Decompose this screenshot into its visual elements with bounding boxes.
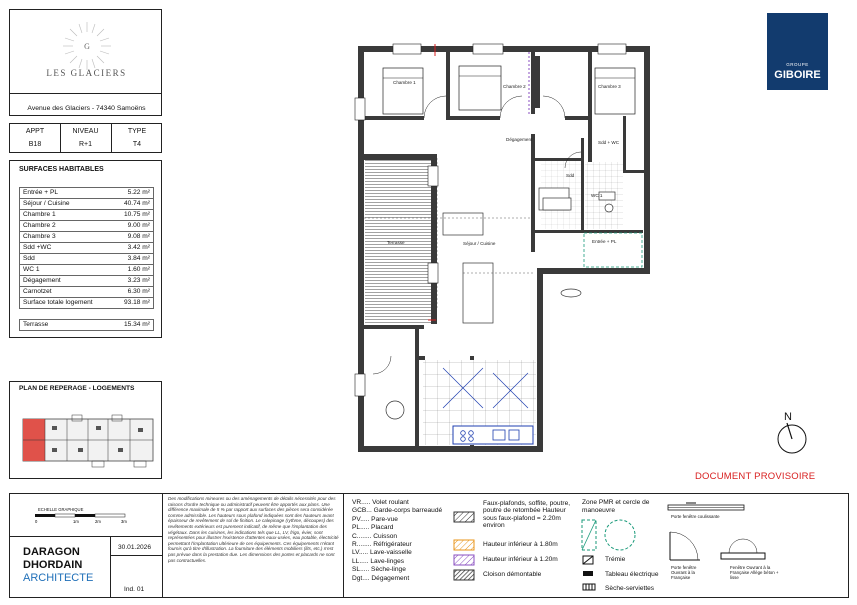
- sliding-door-icon: [666, 501, 746, 515]
- french-door-icon: [668, 528, 702, 562]
- plan-index: Ind. 01: [124, 586, 145, 593]
- abbrev-item: LL..... Lave-linges: [352, 557, 405, 565]
- room-label-degagement: Dégagement: [506, 137, 533, 142]
- window-icon: [719, 535, 767, 563]
- surface-row: Carnotzet 6.30 m²: [20, 287, 153, 298]
- cloison-label: Cloison démontable: [483, 571, 542, 578]
- logo-panel: [9, 9, 162, 116]
- surface-row: Chambre 1 10.75 m²: [20, 210, 153, 221]
- abbrev-legend: [352, 499, 442, 583]
- french-door-label: Porte fenêtre Ouvrant à la Française: [671, 565, 697, 581]
- terrace-row: Terrasse 15.34 m²: [19, 319, 154, 331]
- architect-name2: DHORDAIN: [23, 559, 83, 571]
- abbrev-item: PL..... Placard: [352, 524, 394, 532]
- reperage-map: [22, 414, 154, 470]
- abbrev-item: LV..... Lave-vaisselle: [352, 549, 412, 557]
- unit-value-type: T4: [132, 141, 142, 148]
- h180-swatch: [453, 539, 475, 551]
- tableau-icon: [582, 568, 594, 578]
- surface-row: Sdd 3.84 m²: [20, 254, 153, 265]
- room-label-chambre2: Chambre 2: [503, 84, 526, 89]
- surface-row: Séjour / Cuisine 40.74 m²: [20, 199, 153, 210]
- scale-tick: 0: [35, 519, 38, 524]
- abbrev-item: PV..... Pare-vue: [352, 515, 398, 523]
- room-label-entree: Entrée + PL: [592, 239, 617, 244]
- north-label: N: [784, 411, 792, 423]
- compass-icon: [770, 409, 818, 457]
- reperage-panel: [9, 381, 162, 479]
- architect-name1: DARAGON: [23, 546, 80, 558]
- unit-header-niveau: NIVEAU: [72, 128, 99, 135]
- abbrev-item: GCB... Garde-corps barreaudé: [352, 507, 443, 515]
- logo-letter: G: [84, 42, 90, 51]
- sun-logo-icon: [61, 20, 113, 72]
- abbrev-item: VR..... Volet roulant: [352, 499, 409, 506]
- plan-date: 30.01.2026: [118, 544, 152, 551]
- unit-header-type: TYPE: [127, 128, 147, 135]
- tableau-label: Tableau électrique: [605, 571, 659, 578]
- scale-bar: [33, 512, 133, 526]
- scale-tick: 1m: [73, 519, 79, 524]
- architect-name3: ARCHITECTE: [23, 572, 94, 584]
- pmr-symbols: [580, 518, 640, 554]
- h180-label: Hauteur inférieur à 1.80m: [483, 541, 558, 548]
- tremie-icon: [582, 555, 594, 565]
- window-label: Fenêtre Ouvrant à la Française Allège béton + lisse: [730, 565, 779, 581]
- surfaces-panel: [9, 160, 162, 338]
- pmr-title: Zone PMR et cercle de manoeuvre: [582, 499, 650, 514]
- room-label-sejour: Séjour / Cuisine: [463, 241, 496, 246]
- unit-header-appt: APPT: [25, 128, 45, 135]
- ceiling-title: Faux-plafonds, soffite, poutre, poutre de retombée Hauteur sous faux-plafond = 2.20m environ: [483, 500, 571, 530]
- surface-row: Dégagement 3.23 m²: [20, 276, 153, 287]
- surfaces-list: [19, 187, 154, 309]
- room-label-chambre1: Chambre 1: [393, 80, 416, 85]
- disclaimer: Des modifications mineures ou des aménagements de détails nécessités pour des raisons d'ordre technique ou administratif peuvent être apportés aux plans. Une différence maximale de 5 % par rapport aux surfaces des pièces sera considérée comme admissible. Les hauteurs sous plafond indiquées sont des hauteurs avant épaisseur de revêtement de sol de finition. Le calepinage (rythme, découpes) des revêtements extérieurs est purement indicatif, de même que l'implantation des végétaux. Dans les cuisines, les indications tels que LL, LV, frigo, évier, sont représentées pour illustrer l'existence d'attentes eaux-usées, eau potable, électricité permettant l'implantation ultérieure de ces équipements. Ces équipements n'étant fournis qu'à titre d'illustration. La fourniture des éléments mobiliers (lits, etc.) n'est pas prévue dans la prestation due. Les dimensions des portes et placards ne sont pas contractuelles.: [168, 496, 339, 563]
- seche-icon: [582, 582, 596, 592]
- room-label-chambre3: Chambre 3: [598, 84, 621, 89]
- room-label-terrasse: Terrasse: [387, 240, 405, 245]
- surface-row: Sdd +WC 3.42 m²: [20, 243, 153, 254]
- abbrev-item: Dgt.... Dégagement: [352, 574, 410, 582]
- brand-line1: GROUPE: [786, 62, 809, 67]
- room-label-sdd: Sdd: [566, 173, 575, 178]
- giboire-logo: [767, 13, 828, 90]
- surfaces-title: SURFACES HABITABLES: [19, 166, 104, 173]
- sliding-door-label: Porte fenêtre coulissante: [671, 514, 720, 519]
- abbrev-item: SL..... Sèche-linge: [352, 566, 406, 574]
- h120-swatch: [453, 554, 475, 566]
- unit-table: [9, 123, 162, 153]
- h120-label: Hauteur inférieur à 1.20m: [483, 556, 558, 563]
- provisional-stamp: DOCUMENT PROVISOIRE: [695, 471, 816, 482]
- unit-value-niveau: R+1: [78, 141, 93, 148]
- ceiling-swatch: [453, 511, 475, 523]
- north-arrow: [770, 409, 818, 457]
- room-label-wc: WC 1: [591, 193, 603, 198]
- abbrev-item: C........ Cuisson: [352, 532, 398, 540]
- surface-row: WC 1 1.60 m²: [20, 265, 153, 276]
- unit-value-appt: B18: [28, 141, 42, 148]
- reperage-title: PLAN DE REPERAGE - LOGEMENTS: [19, 385, 135, 392]
- surface-row: Chambre 3 9.08 m²: [20, 232, 153, 243]
- room-label-sdd-wc: Sdd + WC: [598, 140, 620, 145]
- brand-name: LES GLACIERS: [46, 68, 127, 78]
- surface-total-row: Surface totale logement 93.18 m²: [23, 299, 150, 306]
- seche-label: Sèche-serviettes: [605, 585, 655, 592]
- tremie-label: Trémie: [605, 556, 626, 563]
- scale-tick: 3m: [121, 519, 127, 524]
- surface-row: Entrée + PL 5.22 m²: [20, 188, 153, 199]
- abbrev-item: R........ Réfrigérateur: [352, 541, 412, 549]
- scale-tick: 2m: [95, 519, 101, 524]
- brand-line2: GIBOIRE: [774, 69, 821, 81]
- address: Avenue des Glaciers - 74340 Samoëns: [27, 105, 146, 112]
- floor-plan: [353, 38, 658, 462]
- surface-row: Chambre 2 9.00 m²: [20, 221, 153, 232]
- cloison-swatch: [453, 569, 475, 581]
- scale-label: ECHELLE GRAPHIQUE: [38, 507, 84, 512]
